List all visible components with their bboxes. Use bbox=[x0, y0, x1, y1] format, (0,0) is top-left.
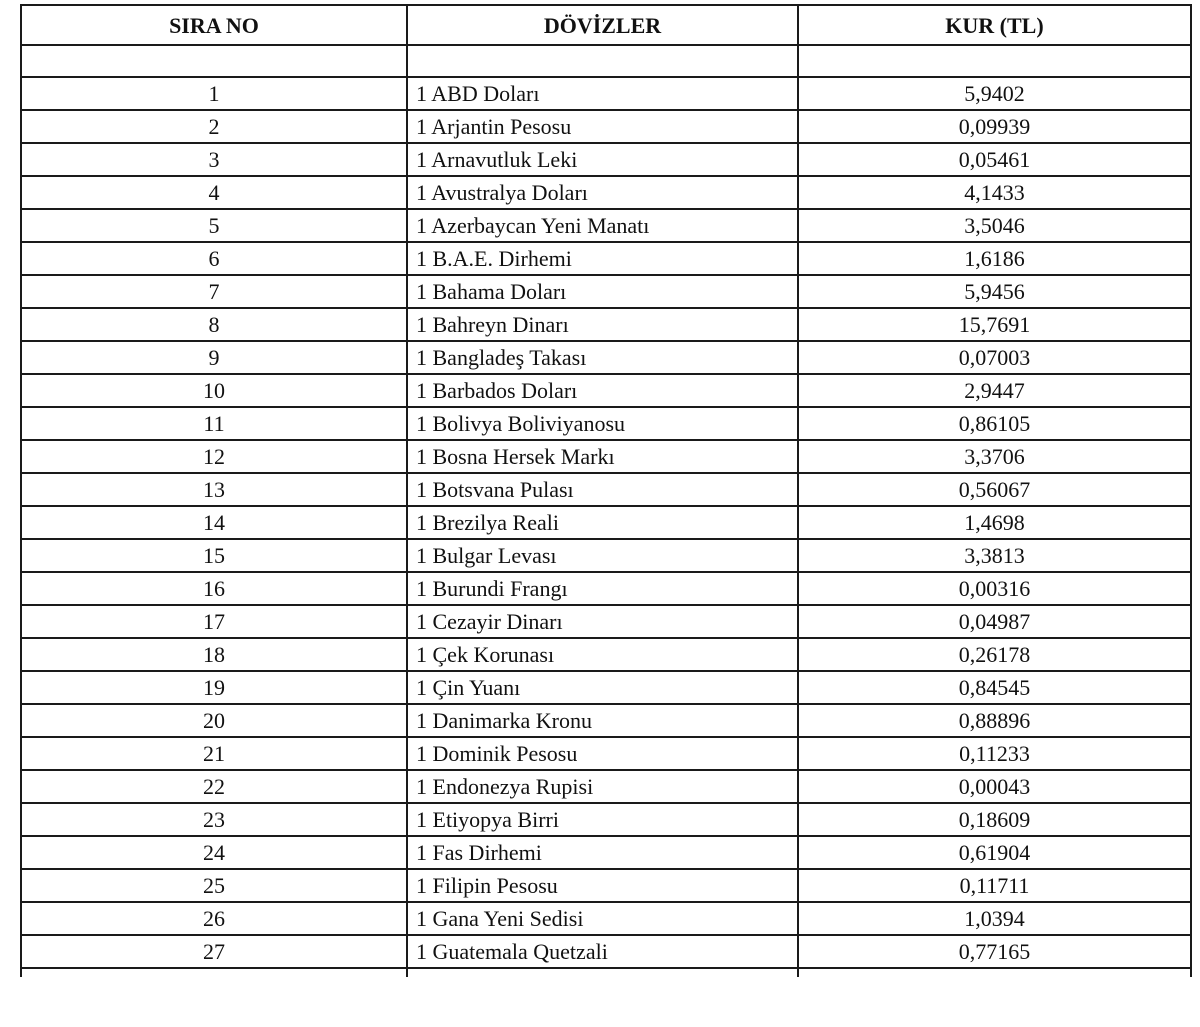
row-number-cell: 25 bbox=[21, 869, 407, 902]
table-row bbox=[21, 176, 1191, 209]
currency-name-cell: 1 Fas Dirhemi bbox=[407, 836, 798, 869]
row-number-cell: 13 bbox=[21, 473, 407, 506]
exchange-rate-cell: 15,7691 bbox=[798, 308, 1191, 341]
currency-name-cell: 1 Bahama Doları bbox=[407, 275, 798, 308]
currency-name-cell: 1 Bosna Hersek Markı bbox=[407, 440, 798, 473]
header-kur: KUR (TL) bbox=[798, 5, 1191, 45]
header-dovizler: DÖVİZLER bbox=[407, 5, 798, 45]
row-number-cell: 15 bbox=[21, 539, 407, 572]
row-number-cell: 19 bbox=[21, 671, 407, 704]
currency-name-cell: 1 B.A.E. Dirhemi bbox=[407, 242, 798, 275]
exchange-rate-cell: 2,9447 bbox=[798, 374, 1191, 407]
currency-name-cell: 1 Barbados Doları bbox=[407, 374, 798, 407]
currency-name-cell: 1 Bahreyn Dinarı bbox=[407, 308, 798, 341]
exchange-rate-cell: 0,11711 bbox=[798, 869, 1191, 902]
row-number-cell: 12 bbox=[21, 440, 407, 473]
currency-name-cell: 1 Dominik Pesosu bbox=[407, 737, 798, 770]
table-row bbox=[21, 473, 1191, 506]
table-row bbox=[21, 110, 1191, 143]
row-number-cell: 16 bbox=[21, 572, 407, 605]
currency-name-cell: 1 Çek Korunası bbox=[407, 638, 798, 671]
exchange-rate-cell: 0,26178 bbox=[798, 638, 1191, 671]
currency-name-cell: 1 Botsvana Pulası bbox=[407, 473, 798, 506]
exchange-rate-cell: 0,86105 bbox=[798, 407, 1191, 440]
row-number-cell: 22 bbox=[21, 770, 407, 803]
table-row bbox=[21, 77, 1191, 110]
exchange-rate-cell: 0,77165 bbox=[798, 935, 1191, 968]
exchange-rate-cell: 0,18609 bbox=[798, 803, 1191, 836]
table-spacer-row bbox=[21, 45, 1191, 77]
table-row bbox=[21, 242, 1191, 275]
table-row bbox=[21, 341, 1191, 374]
row-number-cell: 17 bbox=[21, 605, 407, 638]
currency-name-cell: 1 Arnavutluk Leki bbox=[407, 143, 798, 176]
table-row bbox=[21, 209, 1191, 242]
row-number-cell: 8 bbox=[21, 308, 407, 341]
currency-name-cell: 1 Gana Yeni Sedisi bbox=[407, 902, 798, 935]
row-number-cell: 18 bbox=[21, 638, 407, 671]
exchange-rate-cell: 0,05461 bbox=[798, 143, 1191, 176]
exchange-rate-cell: 4,1433 bbox=[798, 176, 1191, 209]
exchange-rate-cell: 0,88896 bbox=[798, 704, 1191, 737]
exchange-rate-cell: 0,09939 bbox=[798, 110, 1191, 143]
exchange-rate-cell: 3,3813 bbox=[798, 539, 1191, 572]
row-number-cell: 23 bbox=[21, 803, 407, 836]
exchange-rate-cell: 0,00043 bbox=[798, 770, 1191, 803]
exchange-rate-cell: 1,6186 bbox=[798, 242, 1191, 275]
currency-name-cell: 1 Brezilya Reali bbox=[407, 506, 798, 539]
currency-name-cell: 1 Avustralya Doları bbox=[407, 176, 798, 209]
table-row bbox=[21, 638, 1191, 671]
exchange-rate-cell: 0,11233 bbox=[798, 737, 1191, 770]
table-row bbox=[21, 737, 1191, 770]
currency-name-cell: 1 Filipin Pesosu bbox=[407, 869, 798, 902]
exchange-rate-cell: 0,04987 bbox=[798, 605, 1191, 638]
table-header-row bbox=[21, 5, 1191, 45]
table-row bbox=[21, 572, 1191, 605]
row-number-cell: 10 bbox=[21, 374, 407, 407]
spacer-cell bbox=[407, 45, 798, 77]
row-number-cell: 20 bbox=[21, 704, 407, 737]
row-number-cell: 1 bbox=[21, 77, 407, 110]
exchange-rate-cell: 1,0394 bbox=[798, 902, 1191, 935]
currency-name-cell: 1 Bulgar Levası bbox=[407, 539, 798, 572]
table-row bbox=[21, 902, 1191, 935]
exchange-rate-cell: 3,5046 bbox=[798, 209, 1191, 242]
table-row bbox=[21, 374, 1191, 407]
row-number-cell: 3 bbox=[21, 143, 407, 176]
table-row bbox=[21, 803, 1191, 836]
row-number-cell: 26 bbox=[21, 902, 407, 935]
currency-name-cell: 1 ABD Doları bbox=[407, 77, 798, 110]
table-row bbox=[21, 506, 1191, 539]
currency-name-cell: 1 Bangladeş Takası bbox=[407, 341, 798, 374]
exchange-rate-cell: 0,56067 bbox=[798, 473, 1191, 506]
table-row bbox=[21, 605, 1191, 638]
table-row bbox=[21, 770, 1191, 803]
row-number-cell: 4 bbox=[21, 176, 407, 209]
cutoff-cell bbox=[798, 968, 1191, 977]
currency-name-cell: 1 Guatemala Quetzali bbox=[407, 935, 798, 968]
table-row bbox=[21, 440, 1191, 473]
currency-name-cell: 1 Azerbaycan Yeni Manatı bbox=[407, 209, 798, 242]
currency-name-cell: 1 Bolivya Boliviyanosu bbox=[407, 407, 798, 440]
row-number-cell: 27 bbox=[21, 935, 407, 968]
table-body bbox=[21, 45, 1191, 977]
row-number-cell: 6 bbox=[21, 242, 407, 275]
table-row bbox=[21, 539, 1191, 572]
table-row bbox=[21, 836, 1191, 869]
row-number-cell: 11 bbox=[21, 407, 407, 440]
currency-name-cell: 1 Etiyopya Birri bbox=[407, 803, 798, 836]
exchange-rate-cell: 0,84545 bbox=[798, 671, 1191, 704]
table-row bbox=[21, 869, 1191, 902]
currency-name-cell: 1 Çin Yuanı bbox=[407, 671, 798, 704]
table-row bbox=[21, 935, 1191, 968]
row-number-cell: 5 bbox=[21, 209, 407, 242]
row-number-cell: 2 bbox=[21, 110, 407, 143]
exchange-rate-cell: 5,9456 bbox=[798, 275, 1191, 308]
table-row bbox=[21, 407, 1191, 440]
row-number-cell: 9 bbox=[21, 341, 407, 374]
exchange-rate-table bbox=[20, 4, 1192, 977]
table-row bbox=[21, 704, 1191, 737]
currency-name-cell: 1 Endonezya Rupisi bbox=[407, 770, 798, 803]
table-row bbox=[21, 671, 1191, 704]
table-row bbox=[21, 275, 1191, 308]
spacer-cell bbox=[798, 45, 1191, 77]
row-number-cell: 14 bbox=[21, 506, 407, 539]
table-row-cutoff bbox=[21, 968, 1191, 977]
cutoff-cell bbox=[407, 968, 798, 977]
currency-name-cell: 1 Danimarka Kronu bbox=[407, 704, 798, 737]
exchange-rate-cell: 3,3706 bbox=[798, 440, 1191, 473]
spacer-cell bbox=[21, 45, 407, 77]
cutoff-cell bbox=[21, 968, 407, 977]
exchange-rate-cell: 0,61904 bbox=[798, 836, 1191, 869]
currency-name-cell: 1 Burundi Frangı bbox=[407, 572, 798, 605]
exchange-rate-cell: 0,07003 bbox=[798, 341, 1191, 374]
row-number-cell: 7 bbox=[21, 275, 407, 308]
header-sira-no: SIRA NO bbox=[21, 5, 407, 45]
table-row bbox=[21, 308, 1191, 341]
currency-name-cell: 1 Cezayir Dinarı bbox=[407, 605, 798, 638]
exchange-rate-cell: 1,4698 bbox=[798, 506, 1191, 539]
exchange-rate-cell: 0,00316 bbox=[798, 572, 1191, 605]
table-row bbox=[21, 143, 1191, 176]
currency-name-cell: 1 Arjantin Pesosu bbox=[407, 110, 798, 143]
exchange-rate-cell: 5,9402 bbox=[798, 77, 1191, 110]
row-number-cell: 24 bbox=[21, 836, 407, 869]
row-number-cell: 21 bbox=[21, 737, 407, 770]
